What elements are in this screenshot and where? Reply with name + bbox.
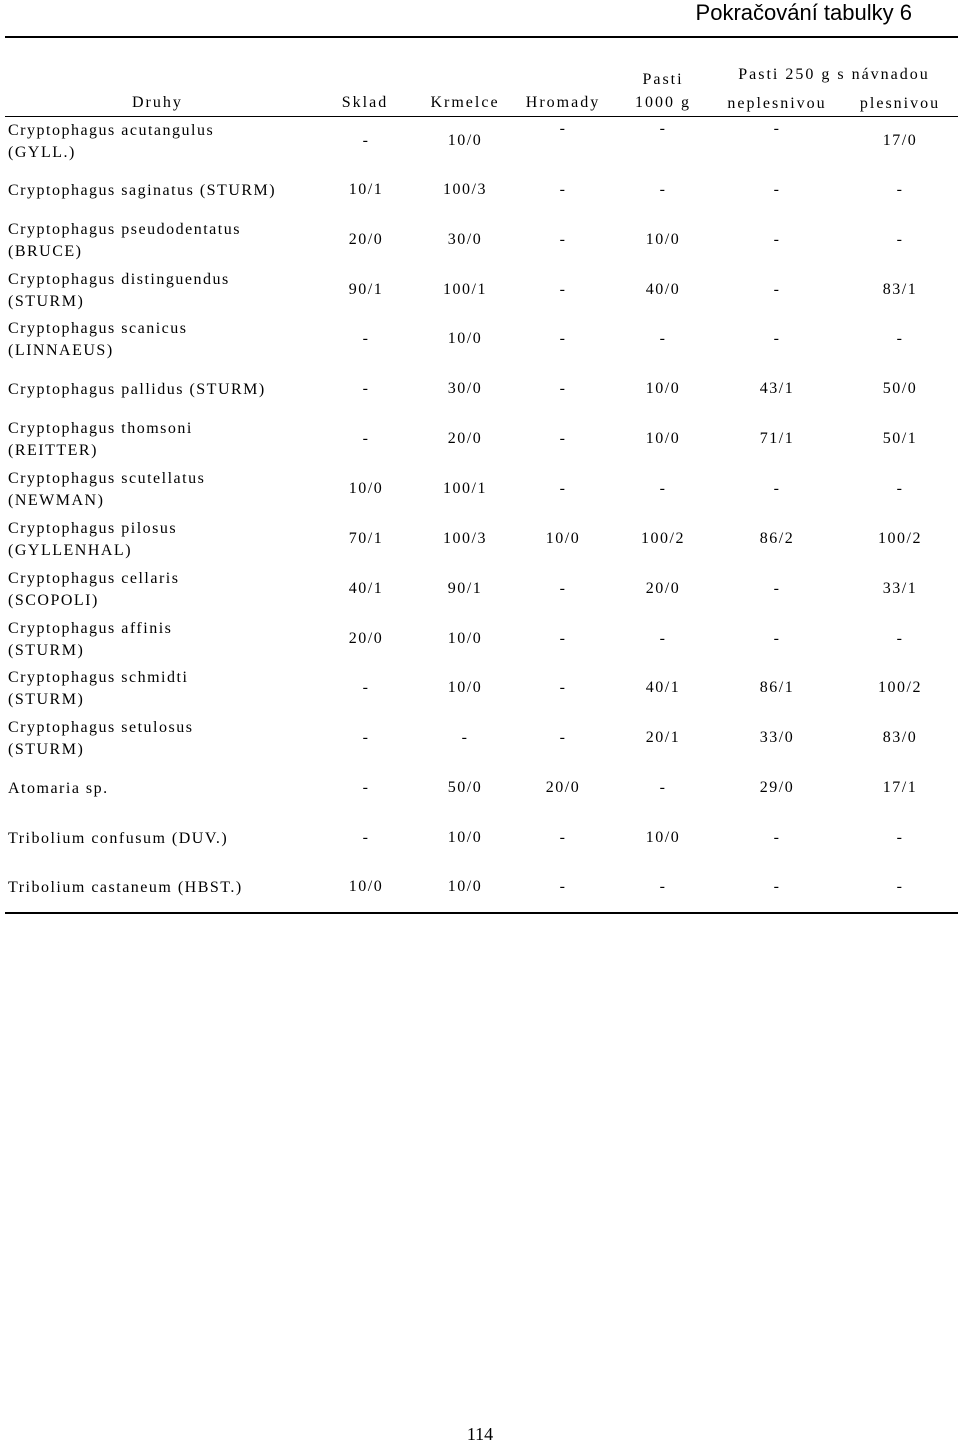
table-cell: - [362, 729, 370, 746]
table-cell: 20/1 [645, 729, 681, 746]
table-cell: 100/1 [443, 480, 487, 497]
table-cell: - [773, 480, 781, 497]
header-pasti250-group: Pasti 250 g s návnadou [738, 66, 930, 83]
species-name: Cryptophagus pilosus (GYLLENHAL) [8, 520, 178, 559]
species-name: Cryptophagus pseudodentatus (BRUCE) [8, 221, 241, 260]
table-cell: 10/0 [447, 630, 483, 647]
table-cell: 40/1 [645, 679, 681, 696]
table-cell: 100/1 [443, 281, 487, 298]
table-cell: 100/2 [641, 530, 685, 547]
table-cell: - [559, 679, 567, 696]
header-hromady: Hromady [525, 94, 601, 111]
table-cell: 86/2 [759, 530, 795, 547]
table-cell: - [362, 829, 370, 846]
table-cell: 10/1 [348, 181, 384, 198]
table-cell: 10/0 [645, 829, 681, 846]
table-cell: 40/1 [348, 580, 384, 597]
table-cell: - [362, 430, 370, 447]
table-cell: 10/0 [447, 829, 483, 846]
table-cell: 17/0 [882, 132, 918, 149]
header-sklad: Sklad [341, 94, 389, 111]
table-cell: - [362, 679, 370, 696]
table-cell: 30/0 [447, 231, 483, 248]
species-name: Cryptophagus saginatus (STURM) [8, 182, 277, 199]
table-cell: 10/0 [447, 878, 483, 895]
table-cell: 20/0 [348, 231, 384, 248]
table-cell: - [362, 132, 370, 149]
species-name: Cryptophagus scutellatus (NEWMAN) [8, 470, 206, 509]
table-cell: - [659, 330, 667, 347]
table-cell: - [773, 580, 781, 597]
table-cell: 10/0 [348, 878, 384, 895]
table-cell: - [896, 330, 904, 347]
table-cell: 50/0 [447, 779, 483, 796]
table-cell: - [559, 829, 567, 846]
table-cell: - [773, 181, 781, 198]
page-number: 114 [466, 1424, 494, 1444]
table-cell: - [559, 380, 567, 397]
table-cell: - [773, 231, 781, 248]
table-cell: - [362, 380, 370, 397]
table-cell: 20/0 [447, 430, 483, 447]
table-cell: 100/3 [443, 181, 487, 198]
table-cell: - [896, 829, 904, 846]
table-cell: - [559, 430, 567, 447]
table-cell: 10/0 [545, 530, 581, 547]
table-cell: 83/1 [882, 281, 918, 298]
table-cell: 100/3 [443, 530, 487, 547]
table-cell: - [896, 630, 904, 647]
header-rule [5, 116, 958, 117]
table-cell: 17/1 [882, 779, 918, 796]
table-cell: - [362, 779, 370, 796]
table-cell: - [362, 330, 370, 347]
table-cell: - [773, 829, 781, 846]
table-cell: - [896, 181, 904, 198]
table-cell: - [896, 231, 904, 248]
table-cell: - [559, 630, 567, 647]
table-cell: 29/0 [759, 779, 795, 796]
table-cell: 30/0 [447, 380, 483, 397]
species-name: Tribolium confusum (DUV.) [8, 830, 229, 847]
table-cell: 20/0 [645, 580, 681, 597]
table-caption: Pokračování tabulky 6 [695, 0, 912, 25]
header-pasti1000-line2: 1000 g [635, 94, 691, 111]
table-cell: 10/0 [447, 132, 483, 149]
table-cell: 10/0 [348, 480, 384, 497]
species-name: Cryptophagus thomsoni (REITTER) [8, 420, 193, 459]
header-krmelce: Krmelce [430, 94, 500, 111]
table-cell: 90/1 [348, 281, 384, 298]
table-cell: - [559, 281, 567, 298]
bottom-rule [5, 912, 958, 914]
table-cell: 20/0 [545, 779, 581, 796]
table-cell: - [659, 120, 667, 137]
table-cell: - [559, 729, 567, 746]
table-cell: 40/0 [645, 281, 681, 298]
table-cell: 10/0 [447, 330, 483, 347]
table-cell: 43/1 [759, 380, 795, 397]
header-neplesnivou: neplesnivou [727, 95, 827, 112]
table-cell: 50/1 [882, 430, 918, 447]
table-cell: 83/0 [882, 729, 918, 746]
table-cell: - [659, 630, 667, 647]
header-pasti1000-line1: Pasti [642, 71, 684, 88]
table-cell: 33/1 [882, 580, 918, 597]
header-species: Druhy [132, 94, 183, 111]
table-cell: 10/0 [645, 380, 681, 397]
table-cell: - [896, 878, 904, 895]
table-cell: 90/1 [447, 580, 483, 597]
table-cell: - [559, 878, 567, 895]
table-cell: 70/1 [348, 530, 384, 547]
table-cell: - [659, 181, 667, 198]
table-cell: - [773, 120, 781, 137]
species-name: Atomaria sp. [8, 780, 109, 797]
header-plesnivou: plesnivou [859, 95, 941, 112]
table-cell: 100/2 [878, 679, 922, 696]
table-cell: - [461, 729, 469, 746]
table-cell: - [773, 330, 781, 347]
table-cell: - [659, 878, 667, 895]
table-cell: - [559, 580, 567, 597]
table-cell: 33/0 [759, 729, 795, 746]
species-name: Cryptophagus schmidti (STURM) [8, 669, 189, 708]
table-cell: 10/0 [645, 231, 681, 248]
species-name: Cryptophagus affinis (STURM) [8, 620, 173, 659]
top-rule [5, 36, 958, 38]
table-cell: - [659, 779, 667, 796]
table-cell: - [559, 181, 567, 198]
table-cell: - [773, 281, 781, 298]
table-cell: 71/1 [759, 430, 795, 447]
table-cell: 20/0 [348, 630, 384, 647]
table-cell: 86/1 [759, 679, 795, 696]
table-cell: 100/2 [878, 530, 922, 547]
table-cell: - [773, 878, 781, 895]
table-cell: - [559, 480, 567, 497]
species-name: Cryptophagus cellaris (SCOPOLI) [8, 570, 180, 609]
table-cell: - [559, 231, 567, 248]
species-name: Cryptophagus acutangulus (GYLL.) [8, 122, 215, 161]
table-cell: - [659, 480, 667, 497]
table-cell: - [773, 630, 781, 647]
species-name: Cryptophagus distinguendus (STURM) [8, 271, 230, 310]
table-cell: 50/0 [882, 380, 918, 397]
table-cell: 10/0 [447, 679, 483, 696]
table-cell: - [559, 330, 567, 347]
species-name: Tribolium castaneum (HBST.) [8, 879, 243, 896]
table-cell: 10/0 [645, 430, 681, 447]
species-name: Cryptophagus setulosus (STURM) [8, 719, 194, 758]
species-name: Cryptophagus scanicus (LINNAEUS) [8, 320, 188, 359]
table-cell: - [896, 480, 904, 497]
species-name: Cryptophagus pallidus (STURM) [8, 381, 266, 398]
table-cell: - [559, 120, 567, 137]
